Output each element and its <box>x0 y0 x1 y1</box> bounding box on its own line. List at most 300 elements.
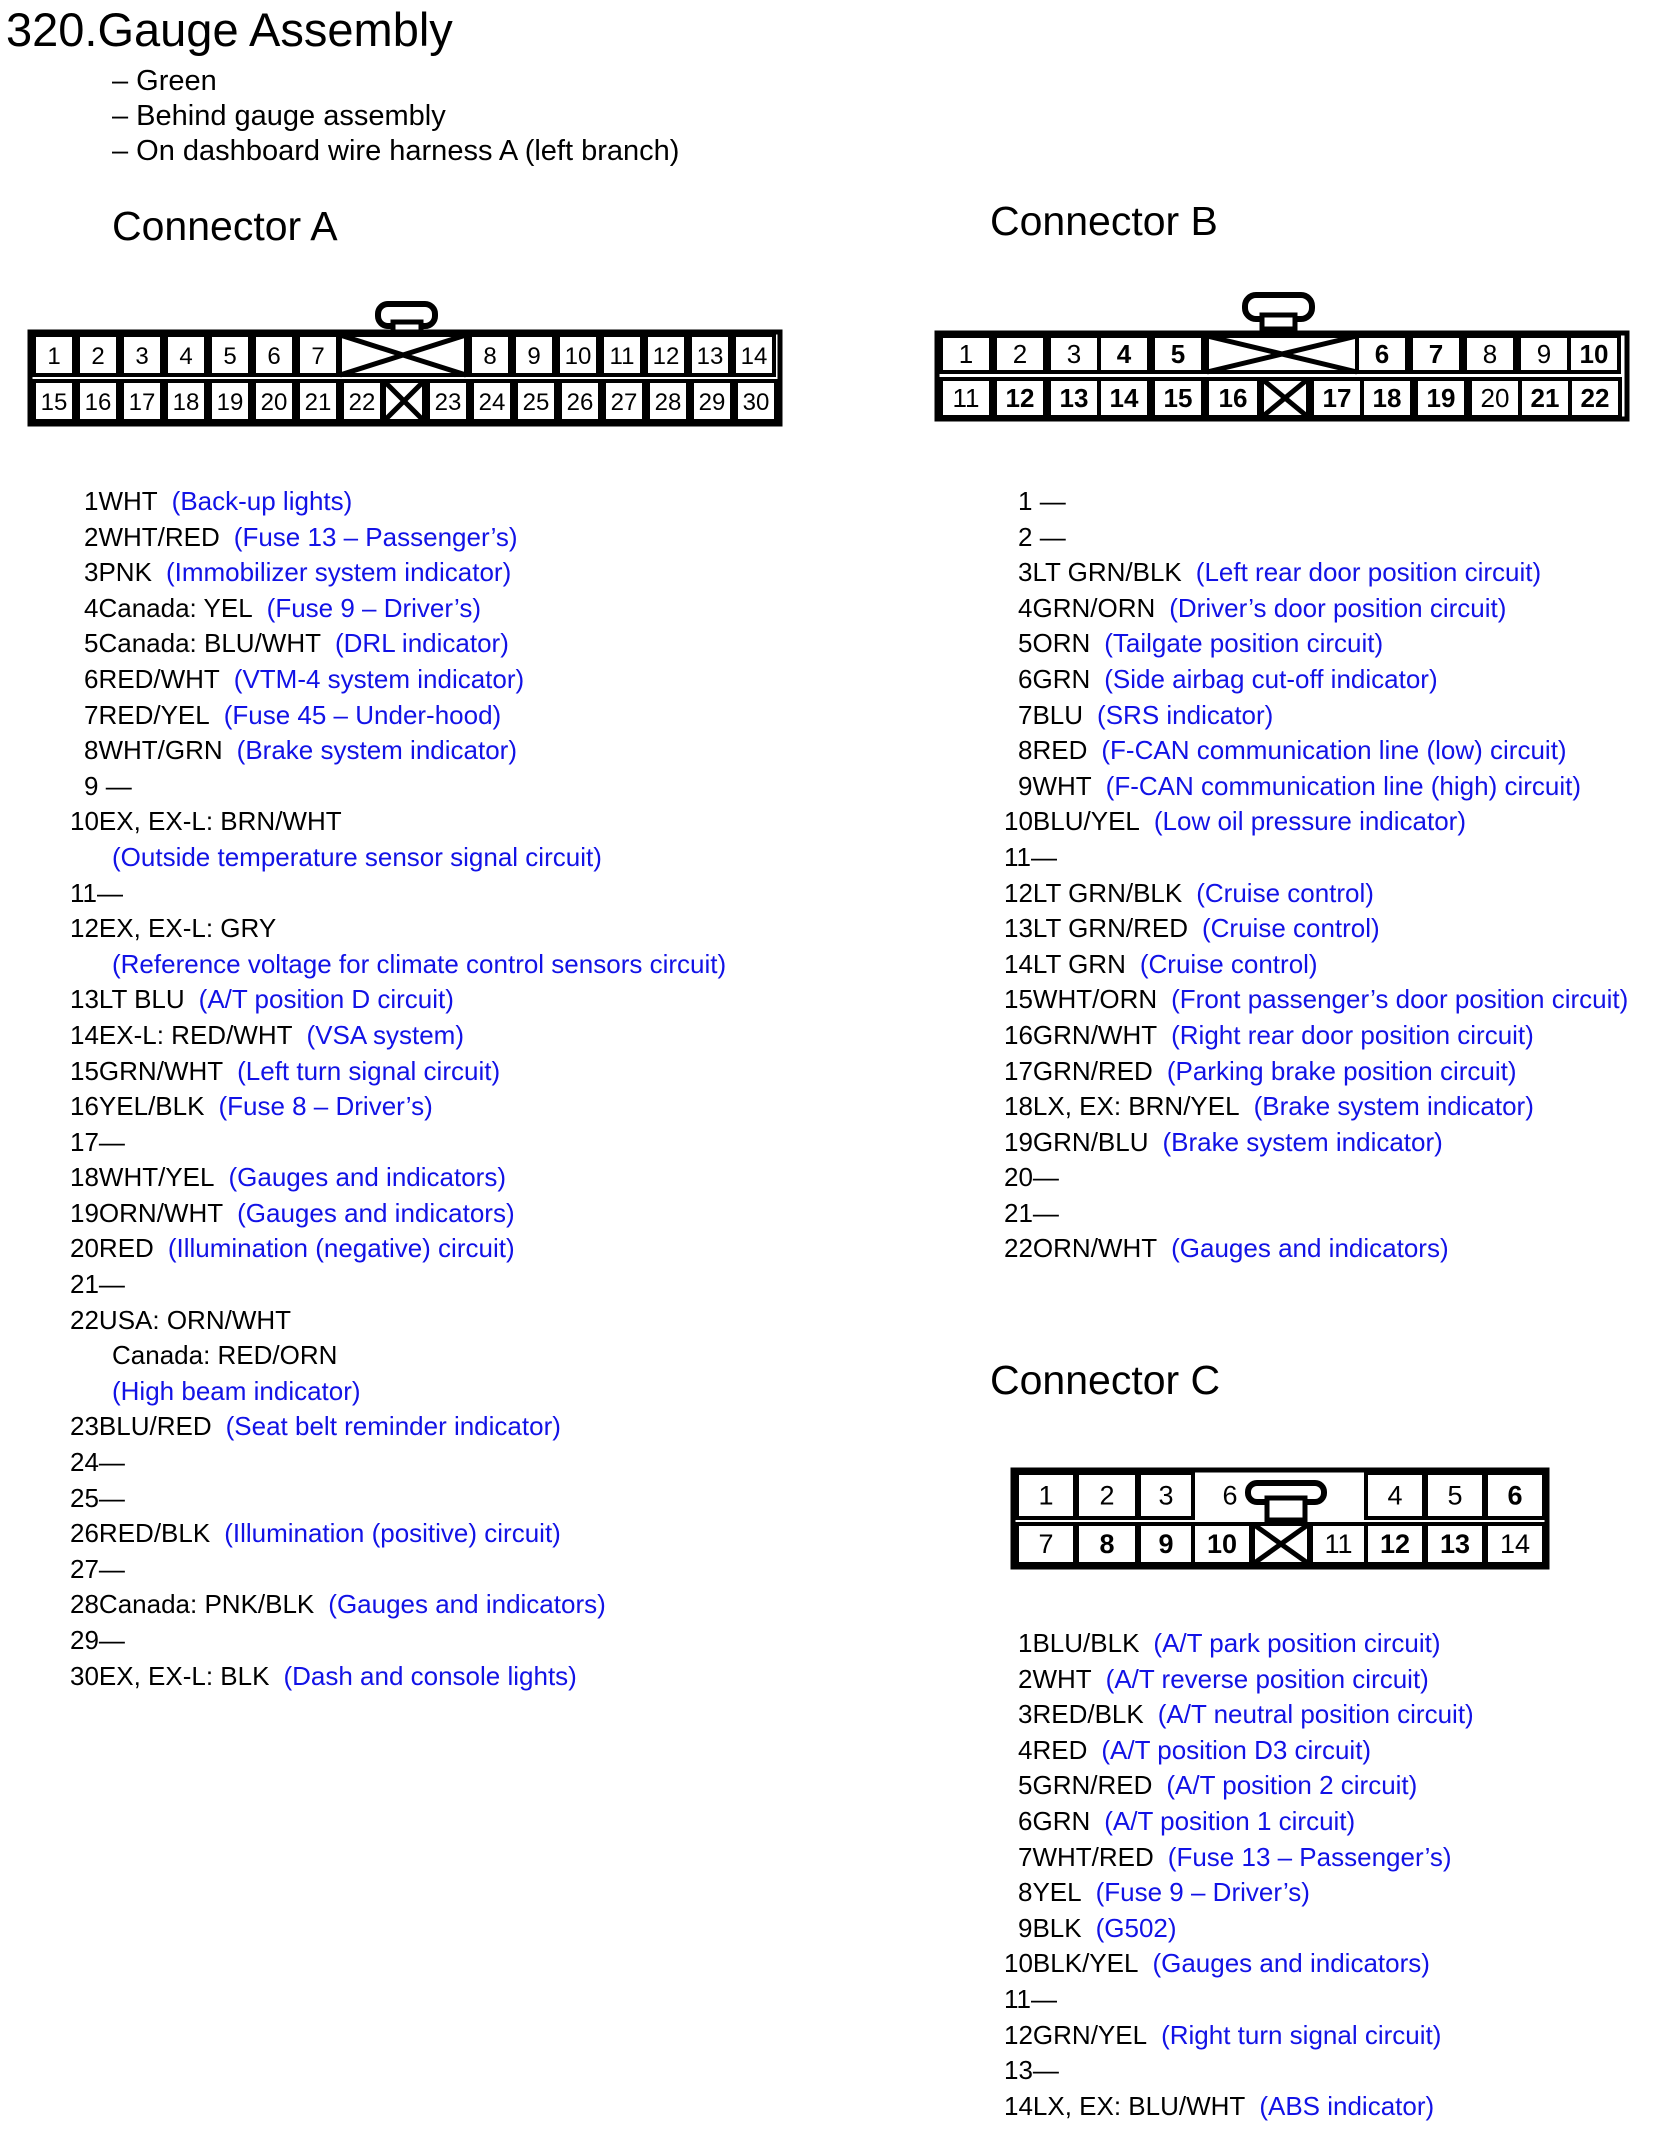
connector-c-pin-6 <box>1004 1804 1654 1840</box>
wire-color: GRN/BLU <box>1032 1126 1149 1157</box>
pin-number: 4 <box>1018 592 1033 623</box>
connector-c-heading: Connector C <box>990 1357 1221 1403</box>
circuit-description: (Gauges and indicators) <box>1152 1948 1430 1979</box>
wire-color: ORN <box>1032 628 1091 659</box>
svg-text:30: 30 <box>742 389 770 416</box>
circuit-description: (Gauges and indicators) <box>328 1589 606 1620</box>
wire-color: RED/BLK <box>1032 1699 1144 1730</box>
circuit-description: (Cruise control) <box>1201 913 1380 944</box>
circuit-description: (Gauges and indicators) <box>228 1162 506 1193</box>
wire-color: — <box>98 1553 125 1584</box>
pin-number: 17 <box>70 1126 99 1157</box>
connector-a-pin-3 <box>70 555 790 591</box>
svg-text:6: 6 <box>1507 1480 1523 1511</box>
svg-text:11: 11 <box>1324 1529 1353 1559</box>
connector-a-pin-13 <box>70 982 790 1018</box>
connector-b-pin-5 <box>1004 626 1654 662</box>
pin-number: 17 <box>1004 1055 1033 1086</box>
pin-number: 19 <box>1004 1126 1033 1157</box>
pin-number: 14 <box>1004 948 1033 979</box>
connector-c-pin-7 <box>1004 1840 1654 1876</box>
svg-text:1: 1 <box>1038 1480 1054 1511</box>
connector-b-diagram <box>900 280 1640 430</box>
wire-color: BLK/YEL <box>1032 1948 1139 1979</box>
connector-c-pin-2 <box>1004 1662 1654 1698</box>
wire-color: LX, EX: BLU/WHT <box>1032 2090 1246 2121</box>
wire-color-alt: Canada: RED/ORN <box>112 1340 338 1371</box>
svg-text:16: 16 <box>84 389 112 416</box>
pin-number: 3 <box>84 557 99 588</box>
connector-a-pin-23 <box>70 1409 790 1445</box>
circuit-description: (Side airbag cut-off indicator) <box>1104 663 1438 694</box>
pin-number: 25 <box>70 1482 99 1513</box>
svg-text:16: 16 <box>1218 383 1248 413</box>
wire-color: — <box>1032 1162 1059 1193</box>
connector-b-pin-11 <box>1004 840 1654 876</box>
circuit-description: (Right rear door position circuit) <box>1171 1019 1534 1050</box>
connector-a-heading: Connector A <box>112 203 338 249</box>
circuit-description: (VTM-4 system indicator) <box>233 663 525 694</box>
connector-b-pin-21 <box>1004 1196 1654 1232</box>
svg-text:10: 10 <box>1206 1529 1238 1559</box>
svg-text:19: 19 <box>1426 383 1456 413</box>
wire-color: — <box>1032 2055 1059 2086</box>
pin-number: 20 <box>70 1233 99 1264</box>
circuit-description: (Back-up lights) <box>171 486 353 516</box>
circuit-description: (Fuse 9 – Driver’s) <box>266 592 481 623</box>
circuit-description: (Brake system indicator) <box>1162 1126 1443 1157</box>
pin-number: 4 <box>84 592 99 623</box>
connector-b-lock-tab <box>1245 295 1312 329</box>
wire-color: EX, EX-L: GRY <box>98 913 277 944</box>
circuit-description: (Fuse 8 – Driver’s) <box>218 1091 433 1122</box>
wire-color: BLU/YEL <box>1032 806 1140 837</box>
svg-text:1: 1 <box>47 343 61 370</box>
circuit-description: (Gauges and indicators) <box>1171 1233 1449 1264</box>
pin-number: 14 <box>70 1019 99 1050</box>
svg-text:5: 5 <box>1170 339 1186 369</box>
connector-c-pin-list <box>1004 1626 1654 2124</box>
wire-color: EX-L: RED/WHT <box>98 1019 293 1050</box>
connector-a-pin-19 <box>70 1196 790 1232</box>
circuit-description: (Driver’s door position circuit) <box>1169 592 1507 623</box>
wire-color: ORN/WHT <box>1032 1233 1158 1264</box>
svg-text:1: 1 <box>958 339 974 369</box>
pin-number: 9 <box>1018 770 1033 801</box>
connector-b-pin-2 <box>1004 520 1654 556</box>
connector-b-pin-15 <box>1004 982 1654 1018</box>
svg-text:4: 4 <box>179 343 193 370</box>
pin-number: 13 <box>1004 913 1033 944</box>
pin-number: 20 <box>1004 1162 1033 1193</box>
circuit-description: (Gauges and indicators) <box>237 1197 515 1228</box>
circuit-description: (Brake system indicator) <box>236 735 517 766</box>
wire-color: GRN/RED <box>1032 1770 1153 1801</box>
svg-text:17: 17 <box>1322 383 1352 413</box>
circuit-description: (Fuse 13 – Passenger’s) <box>233 521 518 552</box>
connector-c-pin-3 <box>1004 1697 1654 1733</box>
wire-color: LX, EX: BRN/YEL <box>1032 1091 1240 1122</box>
circuit-description: (Reference voltage for climate control sensors circuit) <box>112 948 727 979</box>
svg-text:26: 26 <box>566 389 594 416</box>
wire-color: WHT/GRN <box>98 735 223 766</box>
pin-number: 6 <box>84 663 99 694</box>
svg-text:25: 25 <box>522 389 550 416</box>
pin-number: 11 <box>70 877 97 908</box>
pin-number: 11 <box>1004 841 1031 872</box>
connector-a-pin-17 <box>70 1125 790 1161</box>
pin-number: 9 <box>84 770 99 801</box>
wire-color: Canada: PNK/BLK <box>98 1589 315 1620</box>
wire-color: GRN/YEL <box>1032 2019 1148 2050</box>
wire-color: YEL <box>1032 1877 1082 1908</box>
connector-a-pin-29 <box>70 1623 790 1659</box>
connector-b-pin-16 <box>1004 1018 1654 1054</box>
connector-b-heading: Connector B <box>990 198 1218 244</box>
wire-color: GRN <box>1032 1805 1091 1836</box>
pin-number: 27 <box>70 1553 99 1584</box>
connector-a-pin-4 <box>70 591 790 627</box>
svg-text:15: 15 <box>1163 383 1193 413</box>
pin-number: 8 <box>1018 1877 1033 1908</box>
svg-text:10: 10 <box>564 343 592 370</box>
circuit-description: (Left rear door position circuit) <box>1195 557 1542 588</box>
connector-b-pin-3 <box>1004 555 1654 591</box>
pin-number: 24 <box>70 1447 99 1478</box>
pin-number: 6 <box>1018 663 1033 694</box>
connector-a-pin-11 <box>70 876 790 912</box>
svg-text:12: 12 <box>652 343 680 370</box>
circuit-description: (Low oil pressure indicator) <box>1153 806 1467 837</box>
circuit-description: (ABS indicator) <box>1259 2090 1435 2121</box>
pin-number: 12 <box>70 913 99 944</box>
wire-color: RED/BLK <box>98 1518 211 1549</box>
connector-c-pin-4 <box>1004 1733 1654 1769</box>
connector-a-pin-24 <box>70 1445 790 1481</box>
pin-number: 5 <box>1018 628 1033 659</box>
connector-b-pin-14 <box>1004 947 1654 983</box>
wire-color: — <box>98 1269 125 1300</box>
connector-a-pin-18 <box>70 1160 790 1196</box>
pin-number: 12 <box>1004 2019 1033 2050</box>
pin-number: 19 <box>70 1197 99 1228</box>
circuit-description: (DRL indicator) <box>335 628 509 659</box>
svg-text:28: 28 <box>654 389 682 416</box>
wire-color: — <box>97 877 123 908</box>
connector-a-pin-20 <box>70 1231 790 1267</box>
svg-text:27: 27 <box>610 389 638 416</box>
svg-text:5: 5 <box>1447 1480 1463 1511</box>
wire-color: BLK <box>1032 1912 1082 1943</box>
wire-color: WHT/RED <box>98 521 220 552</box>
connector-c-pin-10 <box>1004 1946 1654 1982</box>
circuit-description: (Cruise control) <box>1139 948 1318 979</box>
wire-color: — <box>1031 841 1057 872</box>
pin-number: 3 <box>1018 1699 1033 1730</box>
wire-color: RED/WHT <box>98 663 220 694</box>
svg-text:15: 15 <box>40 389 68 416</box>
connector-c-diagram <box>1000 1460 1560 1580</box>
connector-a-pin-27 <box>70 1552 790 1588</box>
connector-a-pin-7 <box>70 698 790 734</box>
connector-b-body <box>937 333 1627 419</box>
connector-a-pin-28 <box>70 1587 790 1623</box>
wire-color: PNK <box>98 557 152 588</box>
wire-color: Canada: YEL <box>98 592 253 623</box>
connector-b-pin-7 <box>1004 698 1654 734</box>
svg-text:8: 8 <box>1099 1529 1115 1559</box>
connector-c-pin-9 <box>1004 1911 1654 1947</box>
wire-color: LT BLU <box>98 984 185 1015</box>
svg-text:3: 3 <box>135 343 149 370</box>
connector-a-pin-5 <box>70 626 790 662</box>
circuit-description: (A/T position 2 circuit) <box>1166 1770 1418 1801</box>
circuit-description: (Dash and console lights) <box>283 1660 577 1691</box>
svg-text:13: 13 <box>696 343 724 370</box>
svg-text:19: 19 <box>216 389 244 416</box>
wire-color: WHT <box>98 486 158 516</box>
wire-color: Canada: BLU/WHT <box>98 628 321 659</box>
wire-color: RED <box>1032 735 1088 766</box>
connector-b-pin-6 <box>1004 662 1654 698</box>
wire-color: EX, EX-L: BRN/WHT <box>98 806 342 837</box>
pin-number: 13 <box>1004 2055 1033 2086</box>
connector-b-pin-22 <box>1004 1231 1654 1267</box>
connector-a-pin-10 <box>70 804 790 875</box>
circuit-description: (Outside temperature sensor signal circuit) <box>112 841 602 872</box>
wire-color: — <box>98 770 132 801</box>
svg-text:12: 12 <box>1005 383 1035 413</box>
svg-text:10: 10 <box>1579 339 1609 369</box>
circuit-description: (Parking brake position circuit) <box>1166 1055 1517 1086</box>
pin-number: 7 <box>1018 699 1033 730</box>
connector-a-pin-30 <box>70 1659 790 1695</box>
circuit-description: (F-CAN communication line (high) circuit) <box>1105 770 1582 801</box>
connector-a-pin-list <box>70 484 790 1694</box>
connector-b-pin-18 <box>1004 1089 1654 1125</box>
connector-a-pin-21 <box>70 1267 790 1303</box>
svg-text:2: 2 <box>1099 1480 1115 1511</box>
connector-b-pin-4 <box>1004 591 1654 627</box>
connector-c-cavity-6 <box>1222 1481 1237 1511</box>
svg-text:17: 17 <box>128 389 156 416</box>
svg-text:2: 2 <box>1012 339 1028 369</box>
svg-text:4: 4 <box>1116 339 1132 369</box>
svg-text:14: 14 <box>740 343 768 370</box>
pin-number: 6 <box>1018 1805 1033 1836</box>
circuit-description: (Illumination (positive) circuit) <box>224 1518 561 1549</box>
circuit-description: (Tailgate position circuit) <box>1104 628 1384 659</box>
connector-b-pin-1 <box>1004 484 1654 520</box>
pin-number: 15 <box>70 1055 99 1086</box>
note-location: – Behind gauge assembly <box>112 100 446 132</box>
svg-text:21: 21 <box>1530 383 1560 413</box>
pin-number: 1 <box>1018 486 1033 516</box>
svg-text:8: 8 <box>483 343 497 370</box>
pin-number: 4 <box>1018 1734 1033 1765</box>
svg-text:7: 7 <box>311 343 325 370</box>
svg-text:3: 3 <box>1158 1480 1174 1511</box>
wire-color: GRN/WHT <box>1032 1019 1158 1050</box>
circuit-description: (Brake system indicator) <box>1253 1091 1534 1122</box>
wire-color: — <box>1032 521 1066 552</box>
pin-number: 8 <box>84 735 99 766</box>
circuit-description: (Fuse 45 – Under-hood) <box>223 699 502 730</box>
wire-color: WHT <box>1032 770 1092 801</box>
circuit-description: (SRS indicator) <box>1097 699 1274 730</box>
pin-number: 10 <box>1004 1948 1033 1979</box>
connector-a-pin-15 <box>70 1054 790 1090</box>
wire-color: GRN/RED <box>1032 1055 1153 1086</box>
wire-color: WHT/RED <box>1032 1841 1154 1872</box>
svg-text:22: 22 <box>1580 383 1610 413</box>
circuit-description: (A/T position 1 circuit) <box>1104 1805 1356 1836</box>
connector-b-pin-19 <box>1004 1125 1654 1161</box>
connector-c-pin-13 <box>1004 2053 1654 2089</box>
connector-c-pin-14 <box>1004 2089 1654 2125</box>
pin-number: 26 <box>70 1518 99 1549</box>
pin-number: 15 <box>1004 984 1033 1015</box>
pin-number: 28 <box>70 1589 99 1620</box>
circuit-description: (Seat belt reminder indicator) <box>225 1411 561 1442</box>
pin-number: 9 <box>1018 1912 1033 1943</box>
connector-c-pin-11 <box>1004 1982 1654 2018</box>
pin-number: 16 <box>70 1091 99 1122</box>
wire-color: WHT <box>1032 1663 1092 1694</box>
circuit-description: (A/T reverse position circuit) <box>1105 1663 1429 1694</box>
circuit-description: (Left turn signal circuit) <box>237 1055 501 1086</box>
connector-a-pin-8 <box>70 733 790 769</box>
connector-b-pin-list <box>1004 484 1654 1267</box>
circuit-description: (Immobilizer system indicator) <box>165 557 512 588</box>
circuit-description: (A/T neutral position circuit) <box>1157 1699 1474 1730</box>
wire-color: — <box>98 1625 125 1655</box>
wire-color: WHT/ORN <box>1032 984 1158 1015</box>
wire-color: RED <box>1032 1734 1088 1765</box>
pin-number: 23 <box>70 1411 99 1442</box>
svg-text:18: 18 <box>1372 383 1402 413</box>
pin-number: 2 <box>1018 521 1033 552</box>
wire-color: GRN <box>1032 663 1091 694</box>
connector-c-pin-8 <box>1004 1875 1654 1911</box>
connector-b-pin-13 <box>1004 911 1654 947</box>
pin-number: 30 <box>70 1660 99 1691</box>
pin-number: 13 <box>70 984 99 1015</box>
pin-number: 1 <box>84 486 99 516</box>
svg-text:22: 22 <box>348 389 376 416</box>
pin-number: 21 <box>70 1269 99 1300</box>
wire-color: BLU/BLK <box>1032 1628 1140 1658</box>
connector-a-pin-9 <box>70 769 790 805</box>
connector-c-pin-1 <box>1004 1626 1654 1662</box>
wire-color: WHT/YEL <box>98 1162 215 1193</box>
pin-number: 11 <box>1004 1983 1031 2014</box>
wire-color: LT GRN <box>1032 948 1126 979</box>
circuit-description: (Illumination (negative) circuit) <box>167 1233 515 1264</box>
note-harness: – On dashboard wire harness A (left branch) <box>112 135 680 167</box>
location-notes <box>112 64 679 169</box>
svg-text:13: 13 <box>1439 1529 1471 1559</box>
connector-a-pin-25 <box>70 1481 790 1517</box>
wire-color: LT GRN/BLK <box>1032 557 1182 588</box>
wire-color: BLU/RED <box>98 1411 212 1442</box>
svg-text:14: 14 <box>1499 1529 1531 1559</box>
pin-number: 16 <box>1004 1019 1033 1050</box>
svg-text:2: 2 <box>91 343 105 370</box>
wire-color: — <box>98 1447 125 1478</box>
connector-a-pin-6 <box>70 662 790 698</box>
connector-a-diagram <box>0 290 800 440</box>
wire-color: — <box>98 1126 125 1157</box>
svg-text:8: 8 <box>1482 339 1498 369</box>
pin-number: 1 <box>1018 1628 1033 1658</box>
svg-text:9: 9 <box>1536 339 1552 369</box>
wire-color: LT GRN/RED <box>1032 913 1188 944</box>
wire-color: — <box>98 1482 125 1513</box>
page-title: 320.Gauge Assembly <box>6 3 453 56</box>
connector-a-pin-26 <box>70 1516 790 1552</box>
circuit-description: (Fuse 13 – Passenger’s) <box>1167 1841 1452 1872</box>
pin-number: 3 <box>1018 557 1033 588</box>
connector-a-pin-16 <box>70 1089 790 1125</box>
svg-text:13: 13 <box>1059 383 1089 413</box>
svg-text:21: 21 <box>304 389 332 416</box>
svg-text:3: 3 <box>1066 339 1082 369</box>
circuit-description: (VSA system) <box>306 1019 464 1050</box>
svg-text:14: 14 <box>1109 383 1139 413</box>
pin-number: 10 <box>70 806 99 837</box>
svg-text:9: 9 <box>527 343 541 370</box>
wire-color: — <box>1032 486 1066 516</box>
pin-number: 5 <box>1018 1770 1033 1801</box>
wire-color: LT GRN/BLK <box>1032 877 1183 908</box>
circuit-description: (Right turn signal circuit) <box>1161 2019 1442 2050</box>
connector-c-pin-5 <box>1004 1768 1654 1804</box>
connector-a-pin-2 <box>70 520 790 556</box>
connector-c-pin-12 <box>1004 2018 1654 2054</box>
svg-text:11: 11 <box>952 383 980 413</box>
svg-text:7: 7 <box>1038 1529 1054 1559</box>
connector-b-pin-17 <box>1004 1054 1654 1090</box>
circuit-description: (Cruise control) <box>1196 877 1374 908</box>
svg-text:6: 6 <box>1374 339 1390 369</box>
connector-a-pin-1 <box>70 484 790 520</box>
pin-number: 5 <box>84 628 99 659</box>
circuit-description: (Fuse 9 – Driver’s) <box>1095 1877 1310 1908</box>
circuit-description: (A/T park position circuit) <box>1153 1628 1441 1658</box>
svg-text:12: 12 <box>1379 1529 1411 1559</box>
pin-number: 2 <box>84 521 99 552</box>
connector-b-pin-12 <box>1004 876 1654 912</box>
wire-color: — <box>1032 1197 1059 1228</box>
circuit-description: (Front passenger’s door position circuit) <box>1171 984 1629 1015</box>
wire-color: USA: ORN/WHT <box>98 1304 292 1335</box>
circuit-description: (F-CAN communication line (low) circuit) <box>1101 735 1567 766</box>
svg-text:29: 29 <box>698 389 726 416</box>
svg-text:20: 20 <box>260 389 288 416</box>
connector-b-pin-8 <box>1004 733 1654 769</box>
svg-text:24: 24 <box>478 389 506 416</box>
svg-text:6: 6 <box>1222 1480 1238 1511</box>
pin-number: 18 <box>70 1162 99 1193</box>
wire-color: ORN/WHT <box>98 1197 224 1228</box>
svg-text:23: 23 <box>434 389 462 416</box>
pin-number: 7 <box>84 699 99 730</box>
wire-color: EX, EX-L: BLK <box>98 1660 270 1691</box>
circuit-description: (High beam indicator) <box>112 1375 361 1406</box>
svg-text:7: 7 <box>1428 339 1444 369</box>
svg-text:11: 11 <box>609 343 635 370</box>
